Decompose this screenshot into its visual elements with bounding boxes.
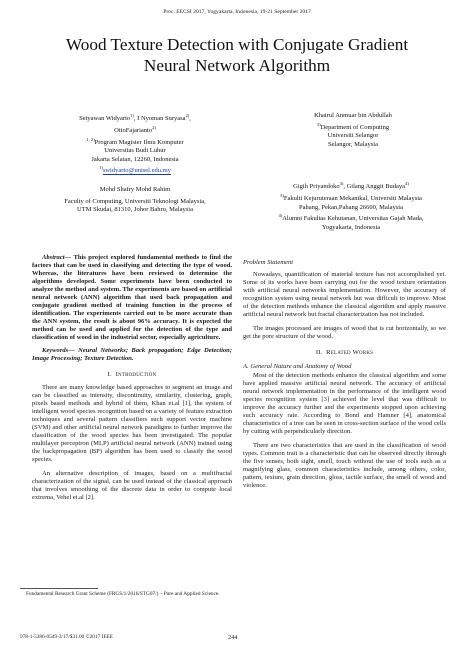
problem-statement-heading: Problem Statement: [243, 259, 294, 266]
problem-paragraph-1: Nowadays, quantification of material texture has not accomplished yet. Some of its works have been carrying out for the wood texture orientation with artificial neural networks implementation. However, the accuracy of recognition system using neural network but was difficult to improve. Most of the detection methods enhance the classical algorithm and apply massive artificial neural network but fractal characterization has not included.: [243, 270, 446, 318]
right-column: [243, 259, 446, 490]
subsection-heading-wood-anatomy: A. General Nature and Anatomy of Wood: [243, 362, 352, 370]
copyright-footer: 978-1-5386-0549-3/17/$31.00 ©2017 IEEE: [20, 634, 114, 640]
author-affiliation-2: Universitas Budi Luhur: [104, 147, 166, 155]
author-affiliation-4: Yogyakarta, Indonesia: [321, 223, 381, 231]
author-name: Khairul Anmuar bin Abdullah: [314, 112, 392, 119]
author-names: Gigih Priyandoko$^{3)}$, Gilang Anggit Budaya$^{4)}$: [293, 181, 409, 191]
author-affiliation-2: Universiti Selangor: [327, 132, 379, 140]
author-block-3: [28, 186, 242, 215]
author-affiliation: $^{1, 2)}$Program Magister Ilmu Komputer: [86, 136, 184, 146]
author-affiliation-3: Selangor, Malaysia: [328, 140, 378, 148]
author-name: Mohd Shafry Mohd Rahim: [99, 186, 171, 193]
related-paragraph-2: There are two characteristics that are used in the classification of wood types. Common trait is a characteristic that can be observed directly through the five senses, both sight, smell, touch without the use of tools such as a magnifying glass, common characteristics include, among others, color, pattern, texture, grain direction, gloss, tactile surface, the smell of wood and violence.: [243, 442, 446, 489]
intro-paragraph-2: An alternative description of images, based on a multifractal characterization of the signal, can be used instead of the classical approach that involves smoothing of the discrete data in order to compute local extrema, Vehel et.al [2].: [32, 469, 232, 501]
keywords: Keywords— Neural Networks; Back propagation; Edge Detection; Image Processing; Texture Detection.: [32, 347, 232, 363]
author-names: Setyawan Widyarto$^{1)}$, I Nyoman Suryasa$^{2)}$,: [79, 113, 191, 123]
author-affiliation-2: Pahang, Pekan,Pahang 26600, Malaysia: [299, 203, 403, 211]
title-line-2: Neural Network Algorithm: [143, 56, 331, 75]
related-paragraph-1: Most of the detection methods enhance the classical algorithm and some have applied massive artificial neural network. The accuracy of artificial neural network implementation in the performance of the intelligent wood species recognition system [3] achieved the level that was difficult to improve the accuracy further and the experiments stopped upon achieving such accuracy rate. According to Bond and Hamner [4], anatomical characteristics of a tree can be seen in cross-section surface of the wood cells by cutting with perpendicularly direction.: [243, 372, 446, 436]
email-link[interactable]: swidyarto@unisel.edu.my: [102, 167, 171, 175]
section-heading-related-works: II. Related Works: [315, 348, 374, 356]
running-header: Proc. EECSI 2017, Yogyakarta, Indonesia, 19-21 September 2017: [163, 9, 311, 15]
author-block-1: [40, 112, 230, 176]
author-names-2: OttoFajarianto$^{2)}$: [114, 124, 156, 134]
footnote-rule: [20, 588, 98, 589]
paper-title: [20, 34, 454, 76]
author-affiliation-3: Jakarta Selatan, 12260, Indonesia: [91, 155, 179, 163]
author-affiliation-3: $^{4)}$Alumni Fakultas Kehutanan, Universitas Gajah Mada,: [278, 213, 424, 223]
author-affiliation-2: UTM Skudai, 81310, Johor Bahru, Malaysia: [77, 206, 193, 214]
footnote: Fundamental Research Grant Scheme (FRGS/1/2016/STG07/) – Pure and Applied Science.: [26, 591, 220, 597]
abstract: Abstract— This project explored fundamental methods to find the factors that can be used in classifying and detecting the type of wood. Whereas, the literatures have been reviewed to determine the algorithms developed. Some experiments have been conducted to analyze the method and system. The experiments are based on artificial neural network (ANN) algorithm that used back propagation and conjugate gradient method of training function in the process of identification. The experiments carried out to be more accurate than the ANN system, the result is about 96% accuracy. It is expected the method can be used and applied for the detection of the type and classification of wood in the industrial sector, especially agriculture.: [32, 254, 232, 341]
author-email: $^{1)}$swidyarto@unisel.edu.my: [99, 165, 171, 175]
left-column: [32, 254, 232, 502]
section-heading-introduction: I. Introduction: [107, 371, 157, 379]
author-block-4: [244, 180, 458, 232]
page-number: 244: [228, 634, 238, 641]
title-line-1: Wood Texture Detection with Conjugate Gradient: [65, 35, 409, 54]
problem-paragraph-2: The images processed are images of wood that is cut horizontally, so we get the pore structure of the wood.: [243, 324, 446, 340]
author-block-2: [258, 112, 448, 150]
intro-paragraph-1: There are many knowledge based approaches to segment an image and can be classified as intensity, discontinuity, similarity, clustering, graph, pixels based methods and hybrid of them, Khan et.al [1], the system of intelligent wood species recognition based on a variety of feature extraction techniques and several pattern classifiers such support vector machine (SVM) and other artificial neural network paradigms to further improve the classification of the wood species has been investigated. The popular multilayer perceptron (MLP) artificial neural network (ANN) trained using the backpropagation (BP) algorithm has been used to classify the wood species.: [32, 384, 232, 463]
author-affiliation: $^{3)}$Department of Computing: [316, 121, 390, 131]
author-affiliation: $^{3)}$Fakulti Kejuruteraan Mekanikal, Universiti Malaysia: [280, 192, 422, 202]
author-affiliation: Faculty of Computing, Universiti Teknologi Malaysia,: [64, 197, 206, 205]
